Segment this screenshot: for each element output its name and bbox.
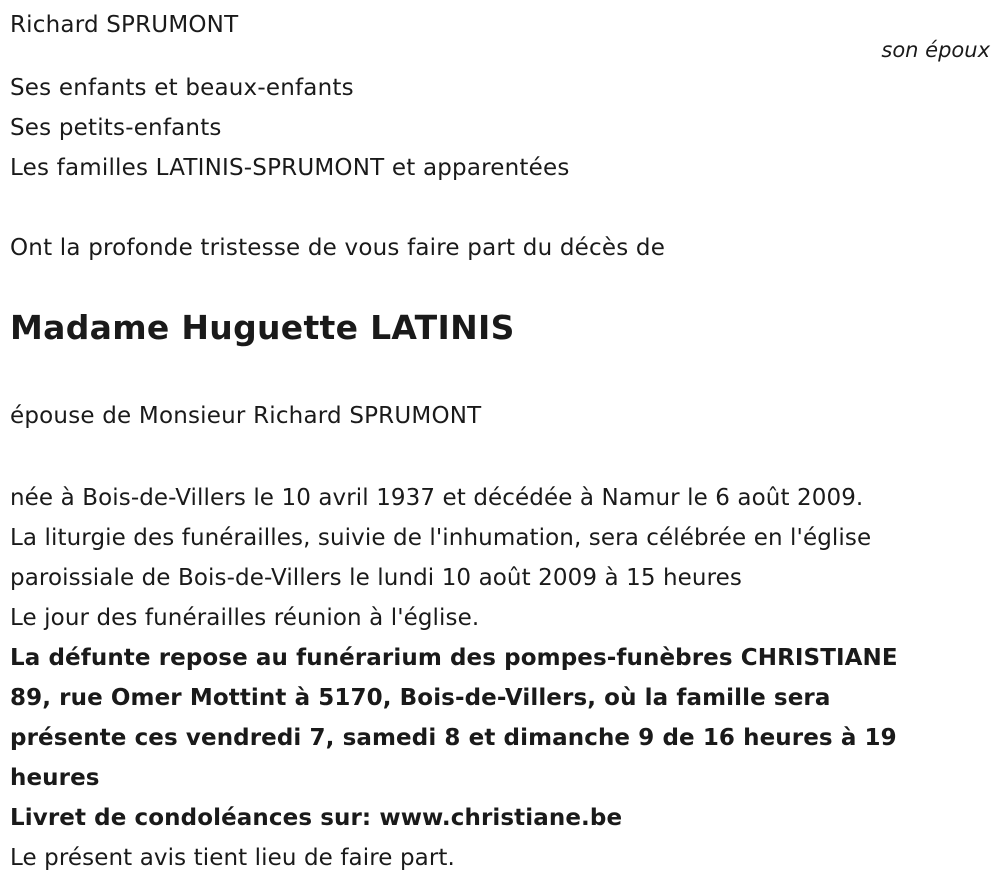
- meeting-line: Le jour des funérailles réunion à l'église.: [10, 605, 480, 631]
- announcement-text: Ont la profonde tristesse de vous faire part du décès de: [10, 235, 666, 261]
- husband-name: Richard SPRUMONT: [10, 12, 239, 38]
- funerarium-line: La défunte repose au funérarium des pompes-funèbres CHRISTIANE: [10, 645, 898, 671]
- funerarium-line: 89, rue Omer Mottint à 5170, Bois-de-Villers, où la famille sera: [10, 685, 831, 711]
- birth-death-line: née à Bois-de-Villers le 10 avril 1937 et décédée à Namur le 6 août 2009.: [10, 485, 864, 511]
- obituary-notice: [10, 0, 994, 892]
- deceased-name: Madame Huguette LATINIS: [10, 308, 515, 347]
- details-block: [10, 478, 994, 878]
- notice-line: Le présent avis tient lieu de faire part.: [10, 845, 455, 871]
- liturgy-line: paroissiale de Bois-de-Villers le lundi 10 août 2009 à 15 heures: [10, 565, 742, 591]
- family-line-grandchildren: Ses petits-enfants: [10, 115, 222, 141]
- funerarium-line: heures: [10, 765, 100, 791]
- spouse-line: épouse de Monsieur Richard SPRUMONT: [10, 403, 482, 429]
- family-line-children: Ses enfants et beaux-enfants: [10, 75, 354, 101]
- family-line-families: Les familles LATINIS-SPRUMONT et apparentées: [10, 155, 570, 181]
- husband-role: son époux: [881, 38, 990, 62]
- funerarium-line: présente ces vendredi 7, samedi 8 et dimanche 9 de 16 heures à 19: [10, 725, 897, 751]
- liturgy-line: La liturgie des funérailles, suivie de l'inhumation, sera célébrée en l'église: [10, 525, 872, 551]
- condolences-line: Livret de condoléances sur: www.christiane.be: [10, 805, 623, 831]
